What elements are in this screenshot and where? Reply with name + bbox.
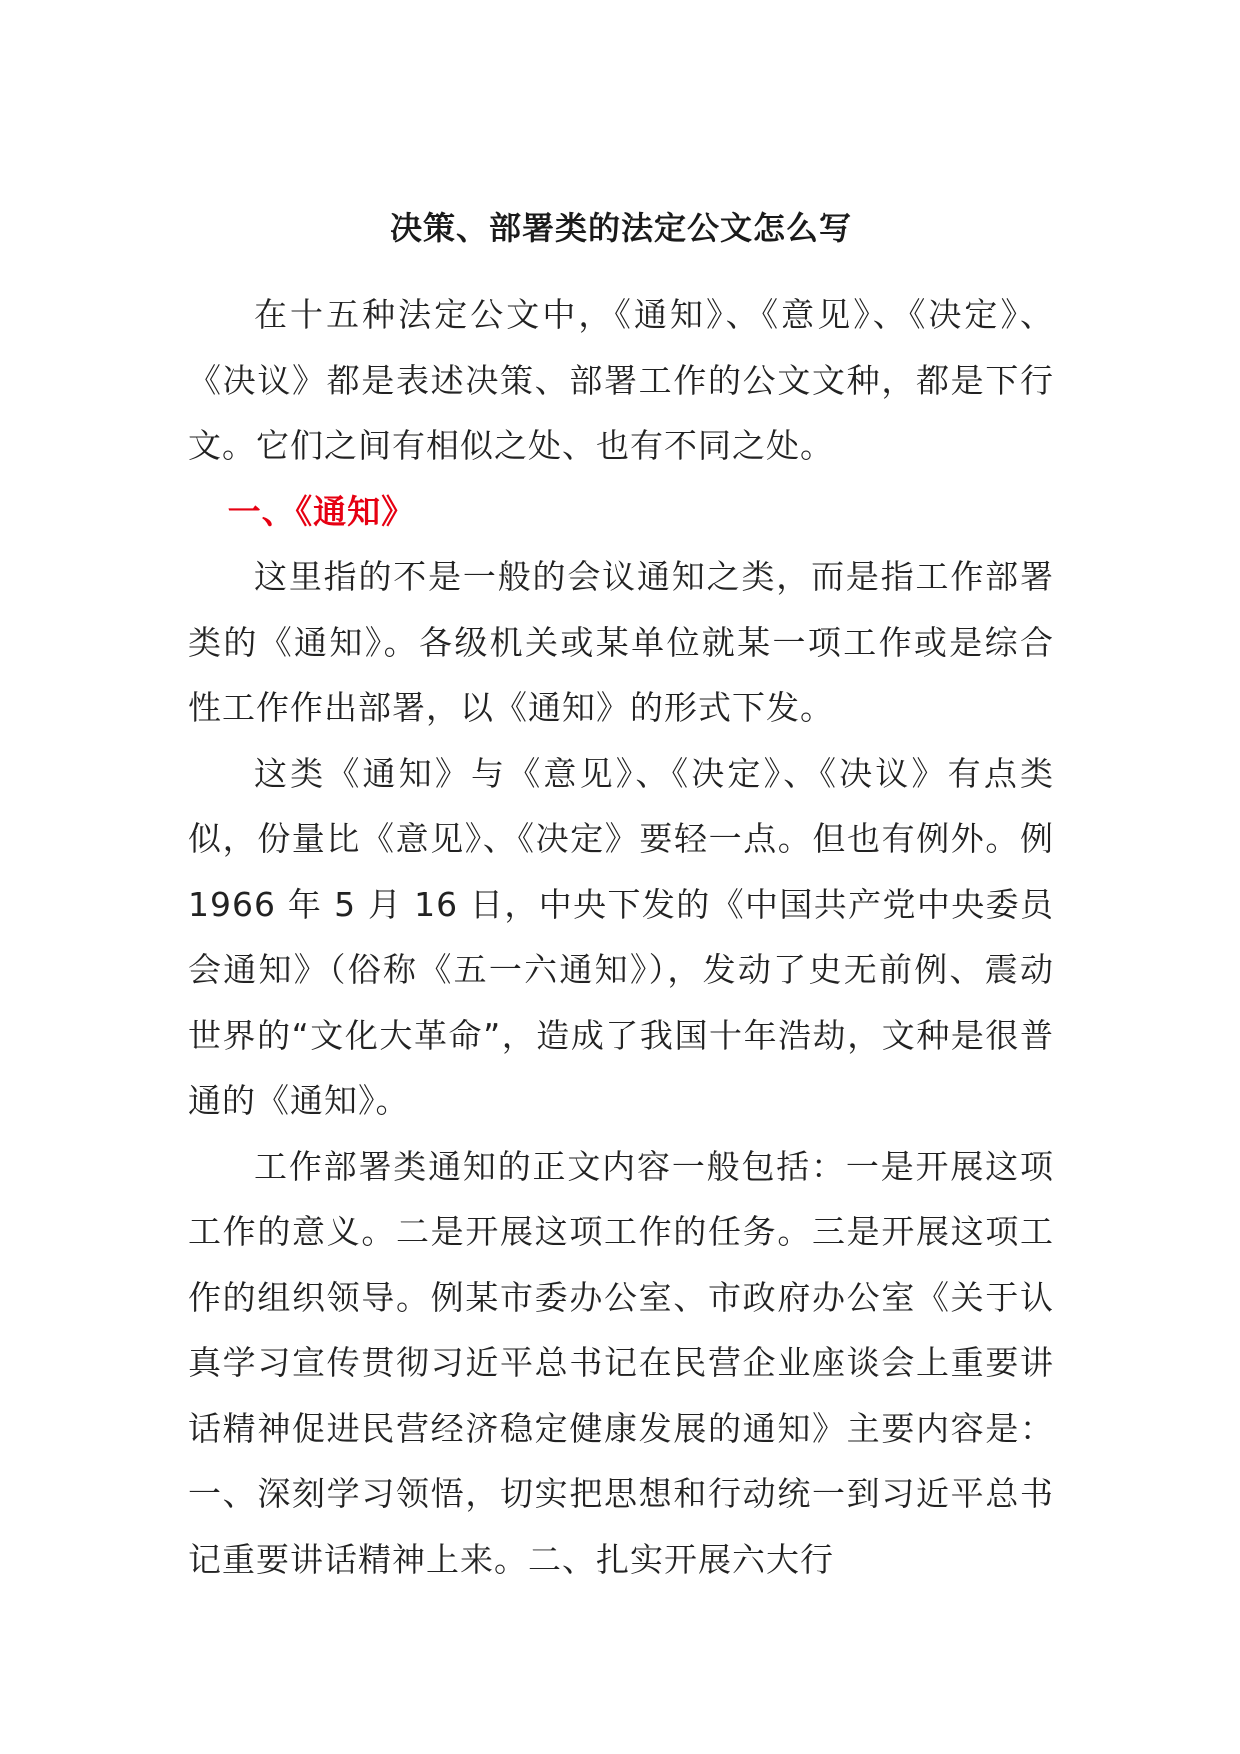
section-paragraph: 这里指的不是一般的会议通知之类，而是指工作部署类的《通知》。各级机关或某单位就某一项工作或是综合性工作作出部署，以《通知》的形式下发。 xyxy=(188,557,1054,727)
section-paragraph: 工作部署类通知的正文内容一般包括：一是开展这项工作的意义。二是开展这项工作的任务。三是开展这项工作的组织领导。例某市委办公室、市政府办公室《关于认真学习宣传贯彻习近平总书记在民营企业座谈会上重要讲话精神促进民营经济稳定健康发展的通知》主要内容是：一、深刻学习领悟，切实把思想和行动统一到习近平总书记重要讲话精神上来。二、扎实开展六大行 xyxy=(188,1146,1054,1579)
document-body xyxy=(188,196,1054,1592)
section-heading-notice: 一、《通知》 xyxy=(227,491,416,531)
intro-paragraph: 在十五种法定公文中，《通知》、《意见》、《决定》、《决议》都是表述决策、部署工作的公文文种，都是下行文。它们之间有相似之处、也有不同之处。 xyxy=(188,295,1054,465)
document-title: 决策、部署类的法定公文怎么写 xyxy=(389,209,852,247)
section-paragraph: 这类《通知》与《意见》、《决定》、《决议》有点类似，份量比《意见》、《决定》要轻一点。但也有例外。例 1966 年 5 月 16 日，中央下发的《中国共产党中央委员会通知》（俗称《五一六通知》），发动了史无前例、震动世界的“文化大革命”，造成了我国十年浩劫，文种是很普通的《通知》。 xyxy=(188,753,1054,1120)
